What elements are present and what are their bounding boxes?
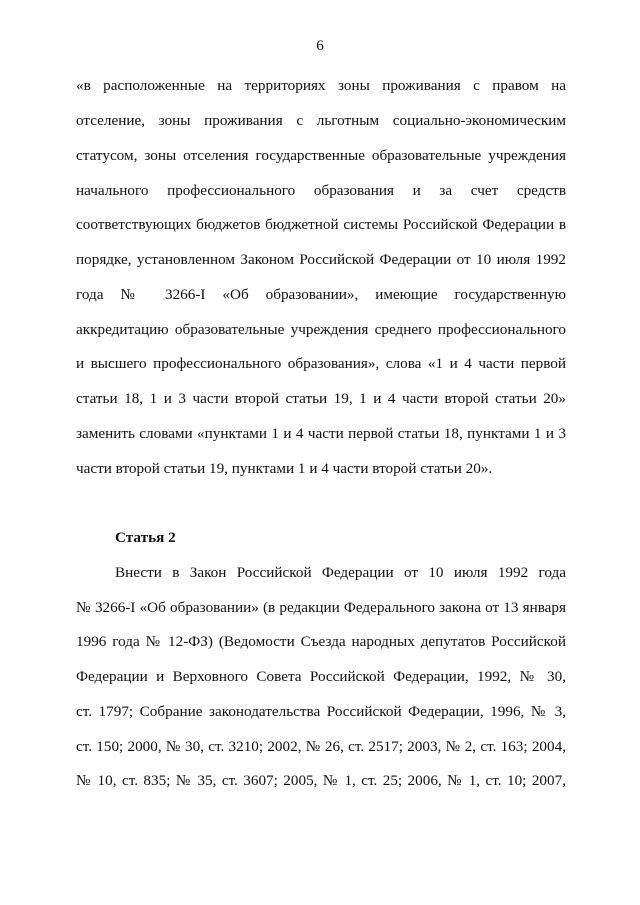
article-heading: Статья 2 xyxy=(115,529,176,546)
text-line: «в расположенные на территориях зоны проживания с правом на xyxy=(76,77,566,94)
text-line: 1996 года № 12-ФЗ) (Ведомости Съезда народных депутатов Российской xyxy=(76,633,566,650)
text-line: отселение, зоны проживания с льготным социально-экономическим xyxy=(76,112,566,129)
text-line: ст. 150; 2000, № 30, ст. 3210; 2002, № 26, ст. 2517; 2003, № 2, ст. 163; 2004, xyxy=(76,738,566,755)
text-line: № 10, ст. 835; № 35, ст. 3607; 2005, № 1, ст. 25; 2006, № 1, ст. 10; 2007, xyxy=(76,772,566,789)
page-number: 6 xyxy=(316,38,324,54)
text-line: части второй статьи 19, пунктами 1 и 4 части второй статьи 20». xyxy=(76,460,493,477)
text-line: порядке, установленном Законом Российской Федерации от 10 июля 1992 xyxy=(76,251,566,268)
text-line: соответствующих бюджетов бюджетной системы Российской Федерации в xyxy=(76,216,566,233)
text-line: статусом, зоны отселения государственные образовательные учреждения xyxy=(76,147,566,164)
text-line: статьи 18, 1 и 3 части второй статьи 19, 1 и 4 части второй статьи 20» xyxy=(76,390,566,407)
text-line: Федерации и Верховного Совета Российской Федерации, 1992, № 30, xyxy=(76,668,566,685)
text-line: и высшего профессионального образования», слова «1 и 4 части первой xyxy=(76,355,566,372)
text-line: ст. 1797; Собрание законодательства Российской Федерации, 1996, № 3, xyxy=(76,703,566,720)
text-line: Внести в Закон Российской Федерации от 10 июля 1992 года xyxy=(115,564,566,581)
text-line: № 3266-I «Об образовании» (в редакции Федерального закона от 13 января xyxy=(76,599,566,616)
text-line: начального профессионального образования и за счет средств xyxy=(76,182,566,199)
text-line: аккредитацию образовательные учреждения среднего профессионального xyxy=(76,321,566,338)
text-line: заменить словами «пунктами 1 и 4 части первой статьи 18, пунктами 1 и 3 xyxy=(76,425,566,442)
text-line: года № 3266-I «Об образовании», имеющие государственную xyxy=(76,286,566,303)
